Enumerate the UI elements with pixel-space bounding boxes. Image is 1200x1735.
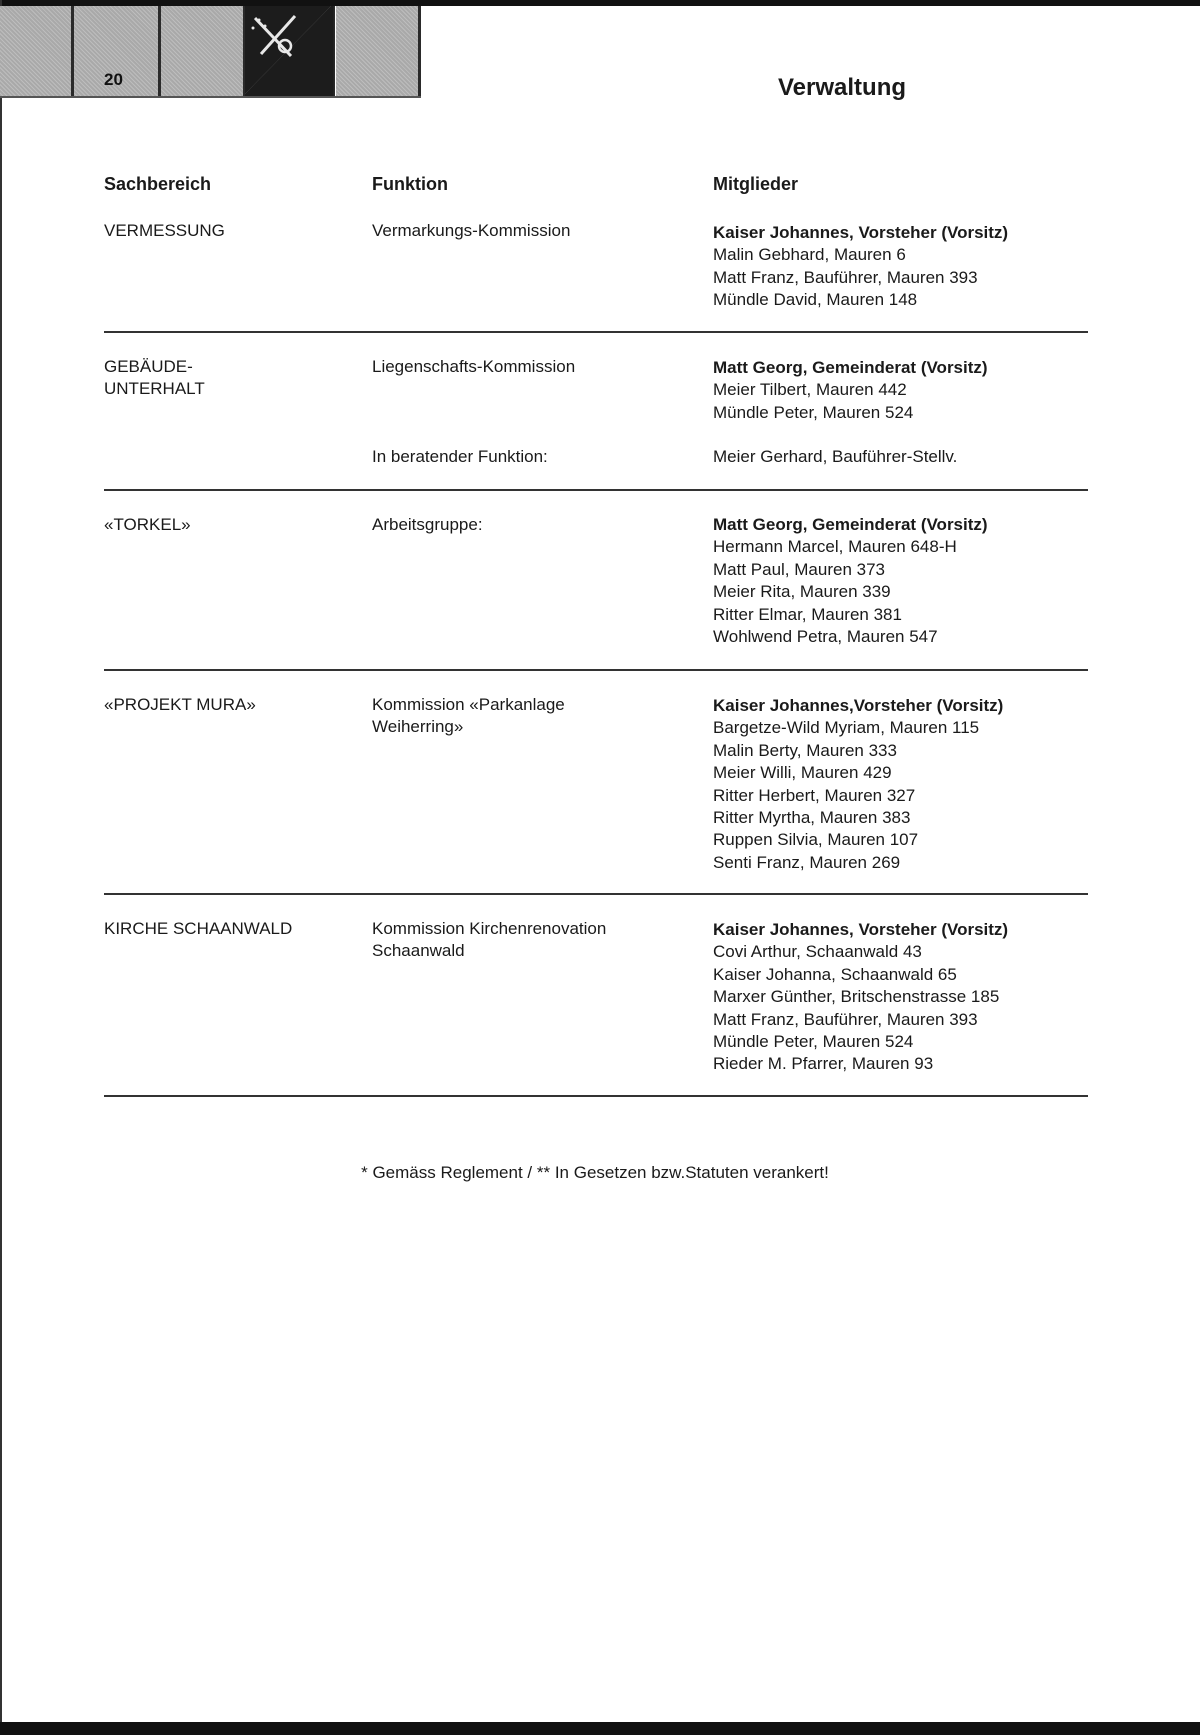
member-item: Mündle David, Mauren 148 [713,290,918,310]
row-members [713,919,1008,1076]
tab-cell [161,6,246,98]
header-tab-strip [0,6,421,98]
member-item: Meier Willi, Mauren 429 [713,763,892,783]
funktion-line: Schaanwald [372,941,465,961]
sachbereich-line: GEBÄUDE- [104,357,193,376]
row-members [713,222,1008,312]
row-sachbereich [104,514,191,536]
member-item: Meier Rita, Mauren 339 [713,582,891,602]
row-funktion [372,694,565,739]
crossed-tools-emblem-icon [245,6,335,98]
chair-member: Kaiser Johannes,Vorsteher (Vorsitz) [713,696,1004,715]
scan-edge-bottom [0,1722,1200,1735]
member-item: Ritter Elmar, Mauren 381 [713,604,902,624]
sachbereich-line: KIRCHE SCHAANWALD [104,919,293,938]
chair-member: Kaiser Johannes, Vorsteher (Vorsitz) [713,223,1009,242]
advisory-member-text: Meier Gerhard, Bauführer-Stellv. [713,447,958,466]
member-item: Ritter Herbert, Mauren 327 [713,785,916,805]
row-divider [104,489,1088,491]
sachbereich-line: «PROJEKT MURA» [104,695,256,714]
member-item: Matt Franz, Bauführer, Mauren 393 [713,1009,978,1029]
row-divider [104,1095,1088,1097]
sachbereich-line: «TORKEL» [104,515,191,534]
column-header-sachbereich: Sachbereich [104,174,212,194]
member-item: Malin Berty, Mauren 333 [713,740,897,760]
member-item: Matt Franz, Bauführer, Mauren 393 [713,267,978,287]
sachbereich-line: UNTERHALT [104,379,205,399]
funktion-line: Arbeitsgruppe: [372,515,483,534]
row-funktion [372,514,483,536]
chair-member: Kaiser Johannes, Vorsteher (Vorsitz) [713,920,1009,939]
advisory-label-text: In beratender Funktion: [372,447,548,466]
funktion-line: Weiherring» [372,717,464,737]
tab-strip-baseline [0,96,421,98]
row-divider [104,331,1088,333]
row-funktion [372,356,575,378]
row-sachbereich [104,220,225,242]
member-item: Marxer Günther, Britschenstrasse 185 [713,987,1000,1007]
member-item: Ritter Myrtha, Mauren 383 [713,808,911,828]
member-item: Wohlwend Petra, Mauren 547 [713,627,938,647]
page-number: 20 [104,70,123,89]
member-item: Meier Tilbert, Mauren 442 [713,380,907,400]
row-divider [104,893,1088,895]
row-funktion [372,918,606,963]
member-item: Covi Arthur, Schaanwald 43 [713,942,922,962]
row-sachbereich [104,694,256,716]
row-members [713,514,988,648]
chair-member: Matt Georg, Gemeinderat (Vorsitz) [713,358,988,377]
funktion-line: Kommission Kirchenrenovation [372,919,607,938]
member-item: Rieder M. Pfarrer, Mauren 93 [713,1054,934,1074]
column-header-mitglieder: Mitglieder [713,174,799,194]
member-item: Malin Gebhard, Mauren 6 [713,245,906,265]
funktion-line: Kommission «Parkanlage [372,695,565,714]
row-members [713,695,1003,874]
advisory-member [713,446,957,468]
funktion-line: Vermarkungs-Kommission [372,221,571,240]
scan-edge-left [0,0,2,1735]
row-funktion [372,220,570,242]
row-divider [104,669,1088,671]
chapter-title: Verwaltung [777,74,907,101]
tab-cell [0,6,74,98]
row-sachbereich [104,918,292,940]
sachbereich-line: VERMESSUNG [104,221,225,240]
member-item: Kaiser Johanna, Schaanwald 65 [713,964,957,984]
row-members [713,357,988,424]
member-item: Senti Franz, Mauren 269 [713,852,901,872]
member-item: Hermann Marcel, Mauren 648-H [713,537,957,557]
member-item: Mündle Peter, Mauren 524 [713,402,914,422]
member-item: Matt Paul, Mauren 373 [713,559,885,579]
row-sachbereich [104,356,205,401]
funktion-line: Liegenschafts-Kommission [372,357,576,376]
chair-member: Matt Georg, Gemeinderat (Vorsitz) [713,515,988,534]
footnote: * Gemäss Reglement / ** In Gesetzen bzw.Statuten verankert! [361,1163,829,1182]
member-item: Bargetze-Wild Myriam, Mauren 115 [713,718,980,738]
tab-cell [336,6,421,98]
member-item: Mündle Peter, Mauren 524 [713,1032,914,1052]
advisory-label [372,446,548,468]
column-header-funktion: Funktion [372,174,448,194]
member-item: Ruppen Silvia, Mauren 107 [713,830,919,850]
